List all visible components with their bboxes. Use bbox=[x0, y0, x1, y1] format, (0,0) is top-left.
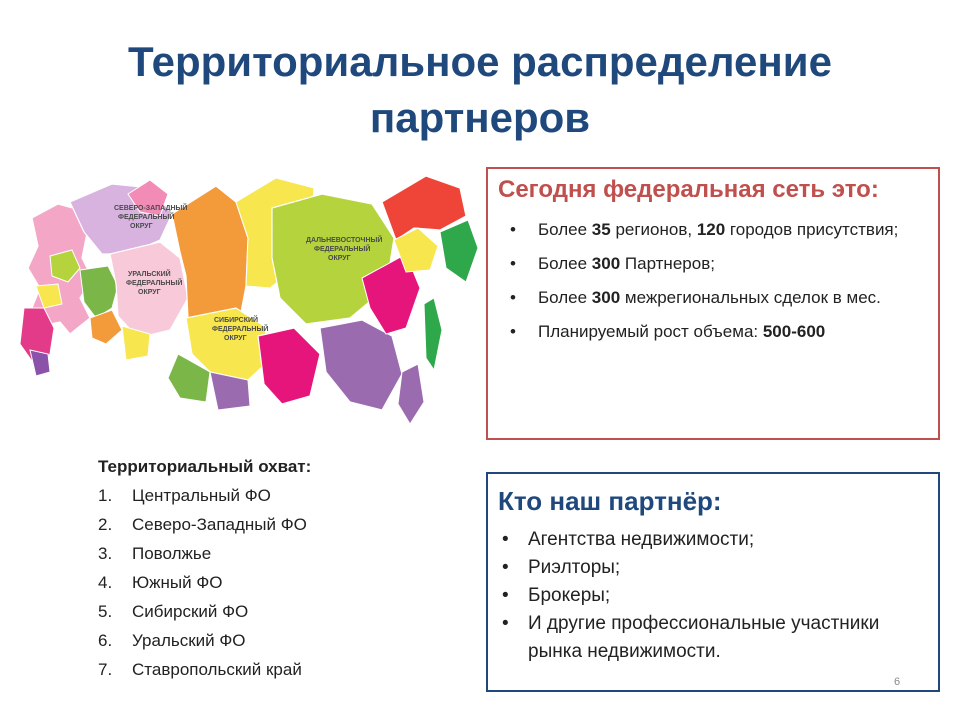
map-label-siberia-3: ОКРУГ bbox=[224, 335, 247, 342]
federal-network-item: • Более 300 Партнеров; bbox=[498, 253, 924, 274]
slide-title-line2: партнеров bbox=[369, 94, 591, 141]
map-svg bbox=[10, 158, 490, 448]
partner-list bbox=[498, 526, 924, 666]
partner-item: • И другие профессиональные участники рынка недвижимости. bbox=[498, 610, 924, 666]
federal-network-item: • Более 300 межрегиональных сделок в мес. bbox=[498, 287, 924, 308]
list-item: 3. Поволжье bbox=[98, 544, 212, 563]
territorial-coverage bbox=[98, 452, 458, 684]
partner-item: • Агентства недвижимости; bbox=[498, 526, 924, 554]
list-item: 4. Южный ФО bbox=[98, 573, 223, 592]
federal-network-list bbox=[498, 219, 924, 342]
map-region-primorye bbox=[398, 364, 424, 424]
coverage-list bbox=[98, 481, 458, 684]
map-label-northwest-2: ФЕДЕРАЛЬНЫЙ bbox=[118, 214, 175, 221]
partner-item: • Брокеры; bbox=[498, 582, 924, 610]
slide-title-line1: Территориальное распределение bbox=[128, 38, 832, 85]
page-number: 6 bbox=[894, 676, 901, 688]
map-label-northwest-3: ОКРУГ bbox=[130, 223, 153, 230]
list-item: 6. Уральский ФО bbox=[98, 631, 246, 650]
federal-network-heading: Сегодня федеральная сеть это: bbox=[498, 176, 879, 203]
map-label-fareast-2: ФЕДЕРАЛЬНЫЙ bbox=[314, 246, 371, 253]
map-label-ural-3: ОКРУГ bbox=[138, 289, 161, 296]
coverage-title: Территориальный охват: bbox=[98, 457, 312, 476]
partner-item: • Риэлторы; bbox=[498, 554, 924, 582]
map-region-fareast-purple bbox=[320, 320, 402, 410]
map-label-ural-2: ФЕДЕРАЛЬНЫЙ bbox=[126, 280, 183, 287]
map-region-siberia-pink bbox=[258, 328, 320, 404]
list-item: 5. Сибирский ФО bbox=[98, 602, 249, 621]
map-region-south-2 bbox=[30, 350, 50, 376]
list-item: 1. Центральный ФО bbox=[98, 486, 271, 505]
map-label-ural-1: УРАЛЬСКИЙ bbox=[128, 271, 171, 278]
map-label-fareast-1: ДАЛЬНЕВОСТОЧНЫЙ bbox=[306, 237, 383, 244]
partner-box bbox=[486, 472, 940, 692]
map-label-fareast-3: ОКРУГ bbox=[328, 255, 351, 262]
map-region-sakhalin bbox=[424, 298, 442, 370]
map-label-siberia-2: ФЕДЕРАЛЬНЫЙ bbox=[212, 326, 269, 333]
russia-federal-districts-map bbox=[10, 158, 490, 448]
map-region-kamchatka bbox=[440, 220, 478, 282]
partner-heading: Кто наш партнёр: bbox=[498, 486, 722, 516]
list-item: 7. Ставропольский край bbox=[98, 660, 302, 679]
list-item: 2. Северо-Западный ФО bbox=[98, 515, 307, 534]
federal-network-box bbox=[486, 167, 940, 440]
slide-title bbox=[0, 34, 960, 146]
federal-network-item: • Планируемый рост объема: 500-600 bbox=[498, 321, 924, 342]
map-label-siberia-1: СИБИРСКИЙ bbox=[214, 317, 259, 324]
map-label-northwest-1: СЕВЕРО-ЗАПАДНЫЙ bbox=[114, 205, 188, 212]
federal-network-item: • Более 35 регионов, 120 городов присутствия; bbox=[498, 219, 924, 240]
